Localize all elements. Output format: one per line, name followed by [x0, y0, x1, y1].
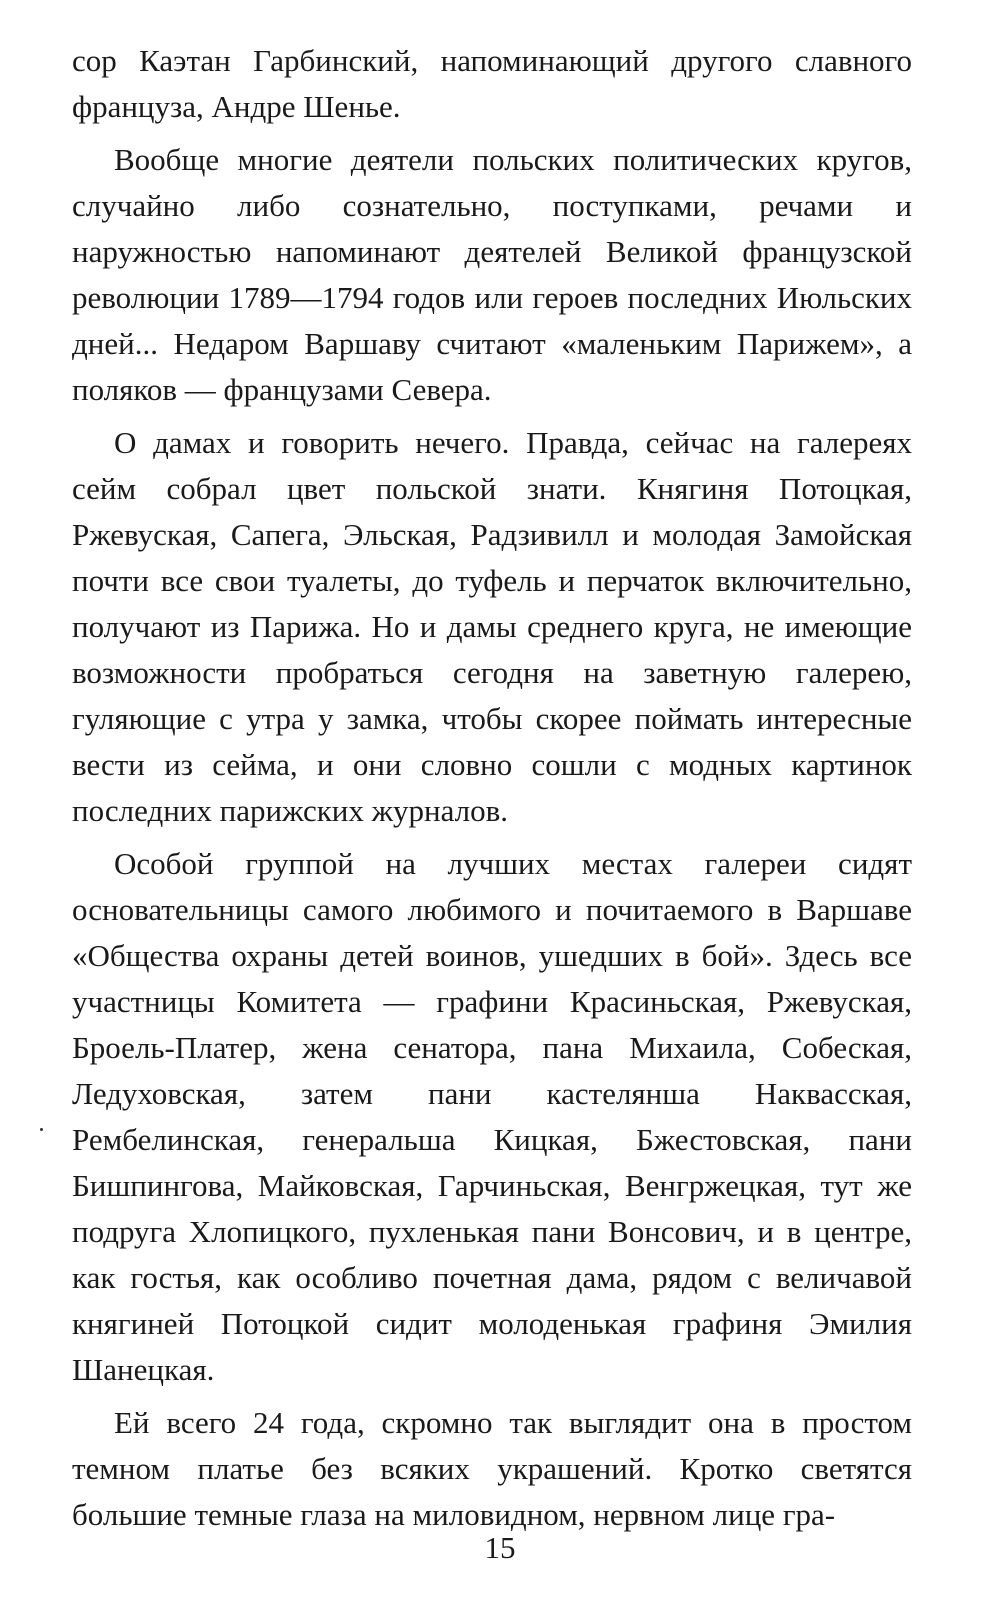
paragraph-politicians: Вообще многие деятели польских политических кругов, случайно либо сознательно, поступками, речами и наружностью напоминают деятелей Великой французской революции 1789—1794 годов или героев последних Июльских дней... Недаром Варшаву считают «маленьким Парижем», а поляков — французами Севера. [72, 142, 912, 407]
paragraph-ladies: О дамах и говорить нечего. Правда, сейчас на галереях сейм собрал цвет польской знати. Княгиня Потоцкая, Ржевуская, Сапега, Эльская, Радзивилл и молодая Замойская почти все свои туалеты, до туфель и перчаток включительно, получают из Парижа. Но и дамы среднего круга, не имеющие возможности пробраться сегодня на заветную галерею, гуляющие с утра у замка, чтобы скорее поймать интересные вести из сейма, и они словно сошли с модных картинок последних парижских журналов. [72, 425, 912, 828]
margin-dot [40, 1128, 43, 1131]
paragraph-emilia: Ей всего 24 года, скромно так выглядит она в простом темном платье без всяких украшений. Кротко светятся большие темные глаза на миловидном, нервном лице гра- [72, 1405, 912, 1532]
page-number: 15 [484, 1530, 516, 1565]
paragraph-continuation: сор Каэтан Гарбинский, напоминающий другого славного француза, Андре Шенье. [72, 43, 912, 124]
paragraph-society-committee: Особой группой на лучших местах галереи сидят основательницы самого любимого и почитаемого в Варшаве «Общества охраны детей воинов, ушедших в бой». Здесь все участницы Комитета — графини Красиньская, Ржевуская, Броель-Платер, жена сенатора, пана Михаила, Собеская, Ледуховская, затем пани кастелянша Наквасская, Рембелинская, генеральша Кицкая, Бжестовская, пани Бишпингова, Майковская, Гарчиньская, Венгржецкая, тут же подруга Хлопицкого, пухленькая пани Вонсович, и в центре, как гостья, как особливо почетная дама, рядом с величавой княгиней Потоцкой сидит молоденькая графиня Эмилия Шанецкая. [72, 846, 912, 1387]
page-body [72, 38, 912, 1545]
